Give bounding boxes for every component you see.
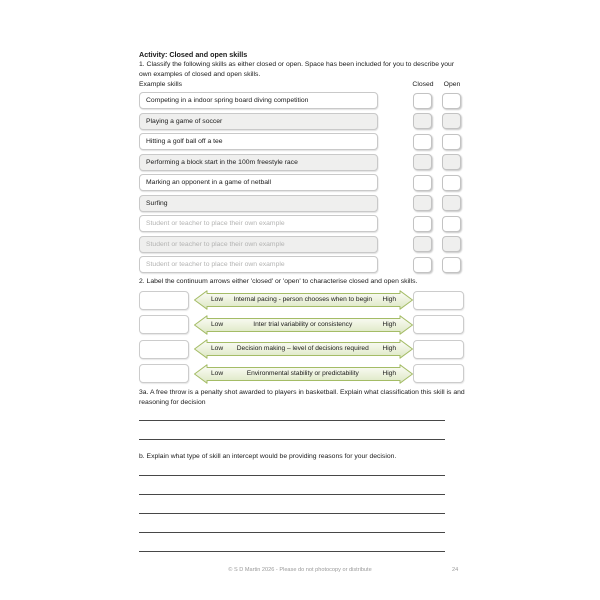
table-row bbox=[139, 236, 465, 253]
checkbox-closed[interactable] bbox=[413, 93, 432, 109]
checkbox-open[interactable] bbox=[442, 113, 461, 129]
checkbox-closed[interactable] bbox=[413, 175, 432, 191]
checkbox-open[interactable] bbox=[442, 195, 461, 211]
skill-example-label: Performing a block start in the 100m freestyle race bbox=[146, 158, 298, 166]
skill-example-label: Hitting a golf ball off a tee bbox=[146, 138, 223, 145]
answer-line[interactable] bbox=[139, 407, 445, 421]
checkbox-closed[interactable] bbox=[413, 113, 432, 129]
continuum-row bbox=[139, 290, 465, 310]
skill-example-box bbox=[139, 133, 378, 150]
continuum-label: Environmental stability or predictability bbox=[246, 369, 359, 377]
high-label: High bbox=[382, 296, 396, 303]
answer-line[interactable] bbox=[139, 421, 445, 440]
answer-line[interactable] bbox=[139, 495, 445, 514]
checkbox-closed[interactable] bbox=[413, 195, 432, 211]
footer-copyright: © S D Martin 2026 - Please do not photocopy or distribute bbox=[228, 567, 372, 573]
skill-example-label: Competing in a indoor spring board diving competition bbox=[146, 97, 309, 104]
checkbox-open[interactable] bbox=[442, 175, 461, 191]
answer-line[interactable] bbox=[139, 462, 445, 476]
low-label: Low bbox=[211, 369, 224, 377]
continuum-arrow-labels bbox=[194, 364, 413, 384]
table-row bbox=[139, 174, 465, 191]
table-row bbox=[139, 154, 465, 171]
q3a-answer-lines bbox=[139, 407, 465, 440]
continuum-arrow bbox=[194, 315, 413, 335]
checkbox-open[interactable] bbox=[442, 134, 461, 150]
closed-column-header: Closed bbox=[412, 81, 434, 88]
continuum-label: Internal pacing - person chooses when to begin bbox=[233, 296, 373, 303]
skill-example-label: Student or teacher to place their own example bbox=[146, 261, 285, 268]
worksheet-content bbox=[139, 50, 465, 552]
skill-example-input[interactable] bbox=[139, 215, 378, 232]
continuum-answer-box-left[interactable] bbox=[139, 364, 189, 383]
checkbox-open[interactable] bbox=[442, 236, 461, 252]
checkbox-closed[interactable] bbox=[413, 236, 432, 252]
checkbox-closed[interactable] bbox=[413, 134, 432, 150]
continuum-answer-box-right[interactable] bbox=[413, 315, 464, 334]
low-label: Low bbox=[211, 296, 224, 303]
page-title: Activity: Closed and open skills bbox=[139, 50, 248, 59]
skill-example-box bbox=[139, 195, 378, 212]
table-row bbox=[139, 92, 465, 109]
continuum-arrow-labels bbox=[194, 339, 413, 359]
table-header-row bbox=[139, 80, 465, 89]
high-label: High bbox=[382, 320, 396, 328]
continuum-arrow bbox=[194, 339, 413, 359]
skill-example-label: Marking an opponent in a game of netball bbox=[146, 179, 272, 186]
skill-example-box bbox=[139, 174, 378, 191]
continuum-arrow-labels bbox=[194, 315, 413, 335]
checkbox-closed[interactable] bbox=[413, 154, 432, 170]
continuum-arrow bbox=[194, 364, 413, 384]
checkbox-open[interactable] bbox=[442, 216, 461, 232]
continuum-label: Inter trial variability or consistency bbox=[253, 320, 353, 328]
checkbox-closed[interactable] bbox=[413, 216, 432, 232]
table-row bbox=[139, 113, 465, 130]
table-row bbox=[139, 215, 465, 232]
checkbox-open[interactable] bbox=[442, 154, 461, 170]
low-label: Low bbox=[211, 345, 224, 352]
skill-example-input[interactable] bbox=[139, 236, 378, 253]
example-skills-header: Example skills bbox=[139, 81, 183, 88]
skill-example-label: Playing a game of soccer bbox=[146, 117, 223, 125]
checkbox-closed[interactable] bbox=[413, 257, 432, 273]
continuum-answer-box-left[interactable] bbox=[139, 315, 189, 334]
high-label: High bbox=[382, 369, 396, 377]
table-row bbox=[139, 195, 465, 212]
q3b-text: b. Explain what type of skill an intercept would be providing reasons for your decision. bbox=[139, 453, 397, 460]
table-row bbox=[139, 133, 465, 150]
continuum-answer-box-right[interactable] bbox=[413, 364, 464, 383]
q3a-text: 3a. A free throw is a penalty shot awarded to players in basketball. Explain what classification this skill is and reasoning for decision bbox=[139, 389, 465, 406]
checkbox-open[interactable] bbox=[442, 257, 461, 273]
skill-example-label: Student or teacher to place their own example bbox=[146, 220, 285, 227]
skill-example-label: Student or teacher to place their own example bbox=[146, 240, 285, 248]
page-number: 24 bbox=[452, 567, 459, 573]
continuum-arrow bbox=[194, 290, 413, 310]
q2-instruction: 2. Label the continuum arrows either 'closed' or 'open' to characterise closed and open skills. bbox=[139, 277, 418, 285]
skill-example-input[interactable] bbox=[139, 256, 378, 273]
low-label: Low bbox=[211, 320, 224, 328]
q1-instruction: 1. Classify the following skills as either closed or open. Space has been included for you to describe your own examples of closed and open skills. bbox=[139, 61, 455, 78]
open-column-header: Open bbox=[443, 81, 461, 88]
continuum-answer-box-left[interactable] bbox=[139, 340, 189, 359]
skills-table bbox=[139, 92, 465, 273]
continuum-answer-box-right[interactable] bbox=[413, 340, 464, 359]
continuum-arrow-labels bbox=[194, 290, 413, 310]
continuum-answer-box-right[interactable] bbox=[413, 291, 464, 310]
answer-line[interactable] bbox=[139, 514, 445, 533]
continuum-row bbox=[139, 364, 465, 384]
q3b-answer-lines bbox=[139, 462, 465, 552]
answer-line[interactable] bbox=[139, 533, 445, 552]
continuum-answer-box-left[interactable] bbox=[139, 291, 189, 310]
skill-example-box bbox=[139, 154, 378, 171]
skill-example-label: Surfing bbox=[146, 199, 168, 207]
skill-example-box bbox=[139, 92, 378, 109]
continuum-row bbox=[139, 339, 465, 359]
continuum-section bbox=[139, 290, 465, 384]
skill-example-box bbox=[139, 113, 378, 130]
answer-line[interactable] bbox=[139, 476, 445, 495]
high-label: High bbox=[382, 345, 396, 352]
table-row bbox=[139, 256, 465, 273]
checkbox-open[interactable] bbox=[442, 93, 461, 109]
continuum-row bbox=[139, 315, 465, 335]
continuum-label: Decision making – level of decisions required bbox=[236, 345, 369, 352]
